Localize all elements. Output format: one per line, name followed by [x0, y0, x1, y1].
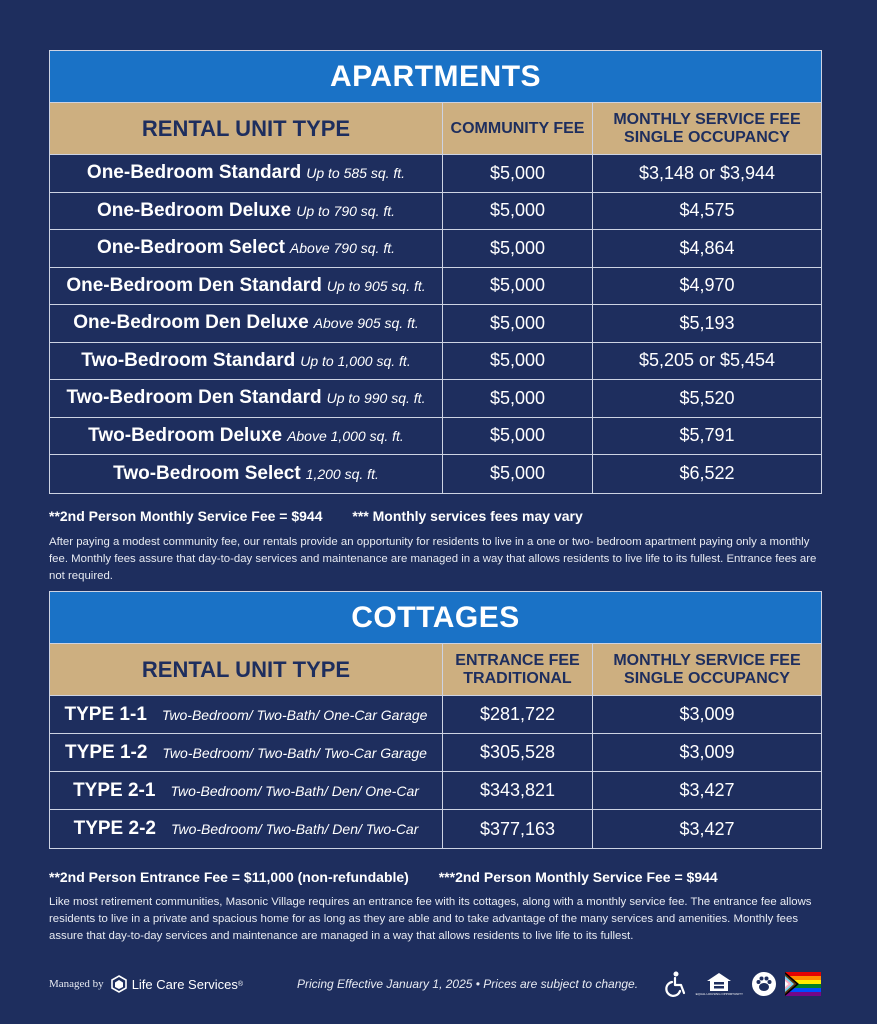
header-unit-type: RENTAL UNIT TYPE [50, 644, 443, 695]
unit-size: Up to 990 sq. ft. [326, 390, 426, 407]
unit-size: Above 905 sq. ft. [313, 315, 419, 332]
unit-type-cell [50, 305, 443, 342]
company-name: Life Care Services [131, 976, 238, 992]
header-entrance-line2: TRADITIONAL [463, 669, 572, 687]
unit-size: Up to 790 sq. ft. [296, 202, 396, 219]
equal-housing-icon [696, 972, 743, 996]
header-monthly-line1: MONTHLY SERVICE FEE [613, 110, 801, 128]
pricing-effective: Pricing Effective January 1, 2025 • Prices are subject to change. [297, 977, 639, 991]
unit-size: Above 790 sq. ft. [289, 240, 395, 257]
unit-size: 1,200 sq. ft. [305, 465, 379, 482]
pride-flag-icon [785, 972, 821, 996]
registered-mark: ® [237, 980, 244, 988]
entrance-fee-cell: $377,163 [443, 810, 593, 848]
cottages-header-row [50, 644, 821, 696]
community-fee-cell: $5,000 [443, 155, 593, 192]
cottage-row [50, 772, 821, 810]
apartments-table [49, 50, 822, 494]
monthly-fee-cell: $3,009 [679, 704, 735, 724]
community-fee-cell: $5,000 [443, 305, 593, 342]
header-monthly-line2: SINGLE OCCUPANCY [624, 128, 790, 146]
unit-type-cell [50, 455, 443, 493]
monthly-fee-cell: $5,193 [679, 312, 735, 333]
unit-type-cell [50, 155, 443, 192]
cottage-row [50, 696, 821, 734]
unit-type-cell [50, 418, 443, 455]
apartment-row [50, 418, 821, 456]
cottage-desc: Two-Bedroom/ Two-Bath/ Two-Car Garage [162, 744, 427, 761]
pet-friendly-icon [751, 971, 777, 997]
monthly-fee-cell: $3,009 [679, 742, 735, 762]
unit-type-cell [50, 810, 443, 848]
community-fee-cell: $5,000 [443, 455, 593, 493]
monthly-fee-cell: $5,791 [679, 425, 735, 446]
cottage-code: TYPE 2-2 [73, 818, 156, 839]
unit-type-cell [50, 343, 443, 380]
apartment-row [50, 343, 821, 381]
entrance-fee-cell: $281,722 [443, 696, 593, 733]
unit-size: Up to 1,000 sq. ft. [300, 352, 411, 369]
monthly-fee-cell: $3,427 [679, 818, 735, 839]
unit-type-cell [50, 193, 443, 230]
unit-type-cell [50, 268, 443, 305]
footer [49, 966, 829, 1002]
header-unit-type: RENTAL UNIT TYPE [50, 103, 443, 154]
apartments-notes [49, 508, 583, 524]
cottage-row [50, 810, 821, 848]
accessibility-icon [664, 971, 688, 997]
life-care-services-logo [110, 975, 243, 993]
entrance-fee-cell: $305,528 [443, 734, 593, 771]
unit-name: One-Bedroom Deluxe [96, 199, 292, 221]
unit-name: One-Bedroom Den Deluxe [73, 312, 309, 334]
apartments-header-row [50, 103, 821, 155]
cottage-code: TYPE 1-1 [64, 703, 147, 725]
unit-type-cell [50, 734, 443, 771]
header-entrance-fee [443, 644, 593, 695]
monthly-fee-cell: $4,970 [679, 275, 735, 296]
monthly-fee-cell: $3,148 or $3,944 [638, 162, 776, 183]
apartment-row [50, 268, 821, 306]
monthly-fee-cell: $4,864 [679, 237, 735, 258]
unit-size: Above 1,000 sq. ft. [287, 427, 404, 444]
unit-name: One-Bedroom Select [96, 237, 285, 259]
unit-size: Up to 585 sq. ft. [306, 165, 406, 182]
apartments-description: After paying a modest community fee, our rentals provide an opportunity for residents to live in a one or two- bedroom apartment paying only a monthly fee. Monthly fees assure that day-to-day services and maintenance are managed in a way that allows residents to live life to its fullest. Entrance fees are not required. [49, 536, 817, 582]
community-fee-cell: $5,000 [443, 418, 593, 455]
cottage-code: TYPE 1-2 [65, 741, 148, 763]
header-monthly-line2: SINGLE OCCUPANCY [624, 669, 790, 687]
managed-by [49, 975, 243, 993]
cottage-desc: Two-Bedroom/ Two-Bath/ One-Car Garage [161, 706, 428, 723]
unit-name: Two-Bedroom Select [113, 462, 301, 484]
apartment-row [50, 380, 821, 418]
cottage-row [50, 734, 821, 772]
monthly-fee-cell: $6,522 [679, 463, 735, 484]
community-fee-cell: $5,000 [443, 343, 593, 380]
monthly-fee-cell: $4,575 [679, 200, 735, 221]
cottages-table [49, 591, 822, 849]
apartments-note-may-vary: *** Monthly services fees may vary [352, 508, 583, 524]
entrance-fee-cell: $343,821 [443, 772, 593, 809]
apartments-note-second-person: **2nd Person Monthly Service Fee = $944 [49, 508, 323, 524]
unit-name: Two-Bedroom Deluxe [88, 424, 283, 446]
monthly-fee-cell: $3,427 [679, 780, 735, 800]
apartment-row [50, 455, 821, 493]
cottage-desc: Two-Bedroom/ Two-Bath/ Den/ One-Car [170, 782, 419, 799]
header-monthly-fee [593, 644, 821, 695]
cottage-desc: Two-Bedroom/ Two-Bath/ Den/ Two-Car [170, 821, 419, 837]
unit-name: Two-Bedroom Standard [81, 349, 296, 371]
header-monthly-fee [593, 103, 821, 154]
header-monthly-line1: MONTHLY SERVICE FEE [613, 651, 801, 669]
community-fee-cell: $5,000 [443, 230, 593, 267]
apartment-row [50, 230, 821, 268]
unit-size: Up to 905 sq. ft. [326, 277, 426, 294]
cottage-code: TYPE 2-1 [73, 779, 156, 801]
header-entrance-line1: ENTRANCE FEE [455, 651, 580, 669]
unit-type-cell [50, 230, 443, 267]
apartment-row [50, 155, 821, 193]
unit-name: One-Bedroom Standard [86, 162, 302, 184]
monthly-fee-cell: $5,205 or $5,454 [638, 350, 776, 371]
cottages-description: Like most retirement communities, Masonic Village requires an entrance fee with its cottages, along with a monthly service fee. The entrance fee allows residents to live in a private and spacious home for as long as they are able and to take advantage of the many services and amenities. Monthly fees assure that day-to-day services and maintenance are managed in a way that allows residents to live life to its fullest. [49, 896, 812, 942]
community-fee-cell: $5,000 [443, 380, 593, 417]
apartment-row [50, 305, 821, 343]
apartments-title: APARTMENTS [50, 51, 821, 103]
managed-by-label: Managed by [49, 978, 104, 990]
equal-housing-text: EQUAL HOUSING OPPORTUNITY [695, 992, 743, 996]
lcs-logo-icon [110, 975, 128, 993]
community-fee-cell: $5,000 [443, 268, 593, 305]
cottages-notes [49, 869, 718, 885]
footer-icons [664, 971, 821, 997]
unit-type-cell [50, 772, 443, 809]
cottages-note-monthly: ***2nd Person Monthly Service Fee = $944 [438, 869, 718, 885]
unit-type-cell [50, 380, 443, 417]
unit-name: Two-Bedroom Den Standard [66, 387, 322, 409]
apartment-row [50, 193, 821, 231]
unit-name: One-Bedroom Den Standard [66, 274, 322, 296]
cottages-title: COTTAGES [50, 592, 821, 644]
unit-type-cell [50, 696, 443, 733]
header-community-fee: COMMUNITY FEE [443, 103, 593, 154]
cottages-note-entrance: **2nd Person Entrance Fee = $11,000 (non-refundable) [49, 869, 409, 885]
community-fee-cell: $5,000 [443, 193, 593, 230]
monthly-fee-cell: $5,520 [679, 387, 735, 408]
